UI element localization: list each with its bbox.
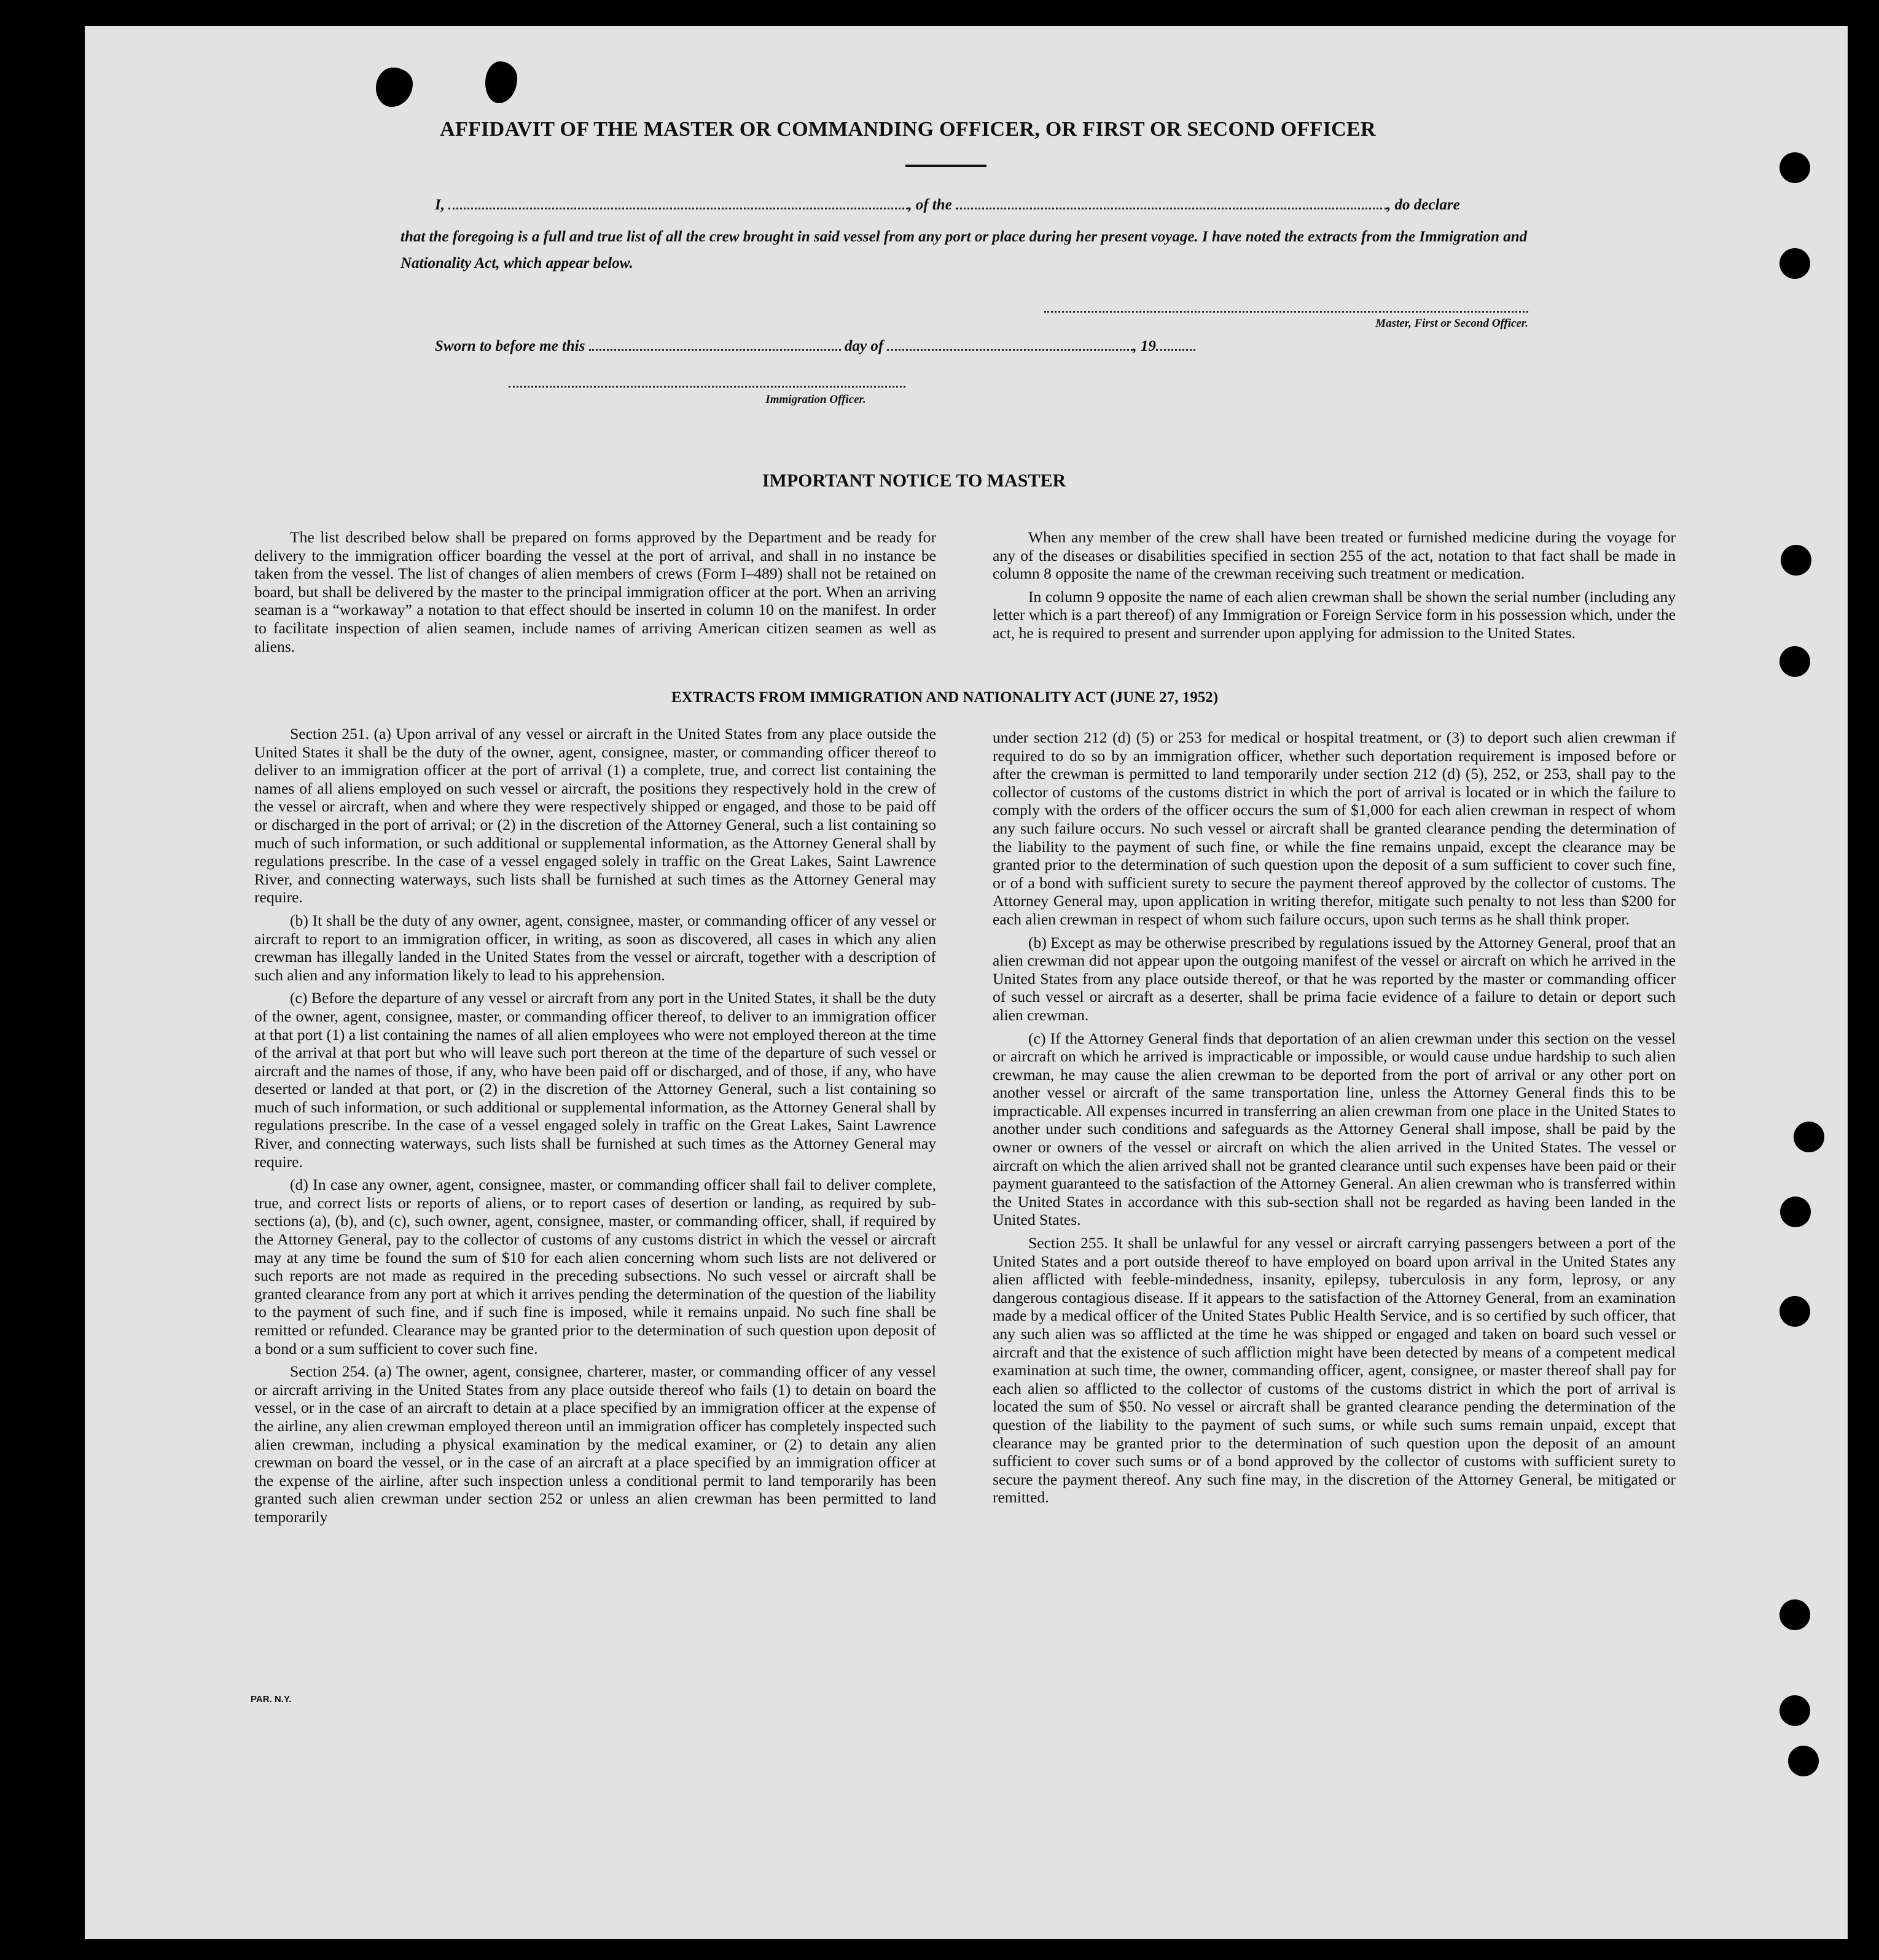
- punch-hole: [1779, 1599, 1810, 1630]
- section-254a-continued: under section 212 (d) (5) or 253 for medical or hospital treatment, or (3) to deport such alien crewman if required to do so by an immigration officer, whether such deportation requirement is imposed before or after the crewman is permitted to land temporarily under section 212 (d) (5), 252, or 253, shall pay to the collector of customs of the customs district in which the port of arrival is located or in which the failure to comply with the orders of the officer occurs the sum of $1,000 for each alien crewman in respect of whom any such failure occurs. No such vessel or aircraft shall be granted clearance pending the determination of the liability to the payment of such fine, or while the fine remains unpaid, except the clearance may be granted prior to the determination of such question upon the deposit of a sum sufficient to cover such fine, or of a bond with sufficient surety to secure the payment thereof approved by the collector of customs. The Attorney General may, upon application in writing therefor, mitigate such penalty to not less than $200 for each alien crewman in respect of whom such failure occurs, upon such terms as he shall think proper.: [993, 728, 1676, 928]
- extracts-title: EXTRACTS FROM IMMIGRATION AND NATIONALITY ACT (JUNE 27, 1952): [671, 689, 1219, 706]
- notice-title: IMPORTANT NOTICE TO MASTER: [762, 470, 1066, 491]
- declarant-prefix: I,: [435, 197, 445, 213]
- punch-hole: [1779, 1695, 1810, 1726]
- affidavit-title: AFFIDAVIT OF THE MASTER OR COMMANDING OFFICER, OR FIRST OR SECOND OFFICER: [440, 118, 1376, 141]
- of-the-label: , of the: [908, 197, 952, 213]
- extracts-right-column: [993, 728, 1676, 1512]
- punch-hole: [1779, 1296, 1810, 1327]
- sworn-month-field[interactable]: [887, 348, 1133, 351]
- vessel-name-field[interactable]: [956, 207, 1387, 209]
- declaration-line: [435, 197, 1460, 214]
- section-251d: (d) In case any owner, agent, consignee, master, or commanding officer shall fail to deliver complete, true, and correct lists or reports of aliens, or to report cases of desertion or landing, as required by sub-sections (a), (b), and (c), such owner, agent, consignee, master, or commanding officer, shall, if required by the Attorney General, pay to the collector of customs of any customs district in which the vessel or aircraft may at any time be found the sum of $10 for each alien concerning whom such lists are not delivered or such reports are not made as required in the preceding subsections. No such vessel or aircraft shall be granted clearance from any port at which it arrives pending the determination of the question of the liability to the payment of such fine, and if such fine is imposed, while it remains unpaid. No such fine shall be remitted or refunded. Clearance may be granted prior to the determination of such question upon deposit of a bond or a sum sufficient to cover such fine.: [254, 1176, 936, 1357]
- do-declare-label: , do declare: [1387, 197, 1460, 213]
- punch-hole: [1779, 248, 1810, 279]
- punch-hole: [1788, 1746, 1819, 1776]
- day-of-label: day of: [844, 338, 884, 354]
- title-rule: [905, 165, 986, 167]
- section-254b: (b) Except as may be otherwise prescribed by regulations issued by the Attorney General, proof that an alien crewman did not appear upon the outgoing manifest of the vessel or aircraft on which he arrived in the United States from any place outside thereof, or that he was reported by the master or commanding officer of such vessel or aircraft as a deserter, shall be prima facie evidence of a failure to detain or deport such alien crewman.: [993, 933, 1676, 1024]
- ink-blot: [485, 61, 517, 103]
- officer-signature-line[interactable]: [509, 386, 905, 388]
- document-page: [85, 26, 1848, 1939]
- section-251b: (b) It shall be the duty of any owner, agent, consignee, master, or commanding officer of any vessel or aircraft to report to an immigration officer, in writing, as soon as discovered, all cases in which any alien crewman has illegally landed in the United States from the vessel or aircraft, together with a description of such alien and any information likely to lead to his apprehension.: [254, 911, 936, 984]
- punch-hole: [1779, 646, 1810, 677]
- section-251a: Section 251. (a) Upon arrival of any vessel or aircraft in the United States from any place outside the United States it shall be the duty of the owner, agent, consignee, master, or commanding officer thereof to deliver to an immigration officer at the port of arrival (1) a complete, true, and correct list containing the names of all aliens employed on such vessel or aircraft, the positions they respectively hold in the crew of the vessel or aircraft, when and where they were respectively shipped or engaged, and those to be paid off or discharged in the port of arrival; or (2) in the discretion of the Attorney General, such a list containing so much of such information, or such additional or supplemental information, as the Attorney General shall by regulations prescribe. In the case of a vessel engaged solely in traffic on the Great Lakes, Saint Lawrence River, and connecting waterways, such lists shall be furnished at such times as the Attorney General may require.: [254, 725, 936, 907]
- master-signature-caption: Master, First or Second Officer.: [1375, 317, 1528, 330]
- punch-hole: [1794, 1122, 1824, 1152]
- section-254a: Section 254. (a) The owner, agent, consignee, charterer, master, or commanding officer of any vessel or aircraft arriving in the United States from any place outside thereof who fails (1) to detain on board the vessel, or in the case of an aircraft to detain at a place specified by an immigration officer at the expense of the airline, any alien crewman employed thereon until an immigration officer has completely inspected such alien crewman, including a physical examination by the medical examiner, or (2) to detain any alien crewman on board the vessel, or in the case of an aircraft at a place specified by an immigration officer at the expense of the airline, after such inspection unless a conditional permit to land temporarily has been granted such alien crewman under section 252 or unless an alien crewman has been permitted to land temporarily: [254, 1362, 936, 1526]
- sworn-prefix: Sworn to before me this: [435, 338, 585, 354]
- ink-blot: [376, 68, 413, 107]
- punch-hole: [1780, 1197, 1811, 1227]
- notice-right-column: [993, 528, 1676, 647]
- section-251c: (c) Before the departure of any vessel or aircraft from any port in the United States, it shall be the duty of the owner, agent, consignee, master, or commanding officer thereof, to deliver to an immigration officer at that port (1) a list containing the names of all alien employees who were not employed thereon at the time of the arrival at that port but who will leave such port thereon at the time of the departure of such vessel or aircraft and the names of those, if any, who have been paid off or discharged, and of those, if any, who have deserted or landed at that port, or (2) in the discretion of the Attorney General, such a list containing so much of such information, or such additional or supplemental information, as the Attorney General shall by regulations prescribe. In the case of a vessel engaged solely in traffic on the Great Lakes, Saint Lawrence River, and connecting waterways, such lists shall be furnished at such times as the Attorney General may require.: [254, 989, 936, 1171]
- sworn-day-field[interactable]: [589, 348, 841, 351]
- affidavit-body: that the foregoing is a full and true list of all the crew brought in said vessel from any port or place during her present voyage. I have noted the extracts from the Immigration and Nationality Act, which appear below.: [400, 228, 1528, 271]
- punch-hole: [1781, 545, 1811, 576]
- extracts-left-column: [254, 725, 936, 1531]
- notice-right-paragraph-2: In column 9 opposite the name of each alien crewman shall be shown the serial number (including any letter which is a part thereof) of any Immigration or Foreign Service form in his possession which, under the act, he is required to present and surrender upon applying for admission to the United States.: [993, 587, 1676, 642]
- section-255: Section 255. It shall be unlawful for any vessel or aircraft carrying passengers between a port of the United States and a port outside thereof to have employed on board upon arrival in the United States any alien afflicted with feeble-mindedness, insanity, epilepsy, tuberculosis in any form, leprosy, or any dangerous contagious disease. If it appears to the satisfaction of the Attorney General, from an examination made by a medical officer of the United States Public Health Service, and is so certified by such officer, that any such alien was so afflicted at the time he was shipped or engaged and taken on board such vessel or aircraft and that the existence of such affliction might have been detected by means of a competent medical examination at such time, the owner, commanding officer, agent, consignee, or master thereof shall pay for each alien so afflicted to the collector of customs of the customs district in which the port of arrival is located the sum of $50. No vessel or aircraft shall be granted clearance pending the determination of the question of the liability to the payment of such sums, or while such sums remain unpaid, except that clearance may be granted prior to the determination of such question upon the deposit of an amount sufficient to cover such sums or of a bond approved by the collector of customs with sufficient surety to secure the payment thereof. Any such fine may, in the discretion of the Attorney General, be mitigated or remitted.: [993, 1234, 1676, 1507]
- sworn-year-field[interactable]: [1156, 348, 1195, 351]
- notice-left-paragraph: The list described below shall be prepared on forms approved by the Department and be ready for delivery to the immigration officer boarding the vessel at the port of arrival, and shall in no instance be taken from the vessel. The list of changes of alien members of crews (Form I–489) shall not be retained on board, but shall be delivered by the master to the principal immigration officer at the port. When an arriving seaman is a “workaway” a notation to that effect should be inserted in column 10 on the manifest. In order to facilitate inspection of alien seamen, include names of arriving American citizen seamen as well as aliens.: [254, 528, 936, 655]
- section-254c: (c) If the Attorney General finds that deportation of an alien crewman under this section on the vessel or aircraft on which he arrived is impracticable or impossible, or would cause undue hardship to such alien crewman, he may cause the alien crewman to be deported from the port of arrival or any other port on another vessel or aircraft of the same transportation line, unless the Attorney General finds this to be impracticable. All expenses incurred in transferring an alien crewman from one place in the United States to another under such conditions and safeguards as the Attorney General shall impose, shall be paid by the owner or owners of the vessel or aircraft on which the alien arrived in the United States. The vessel or aircraft on which the alien arrived shall not be granted clearance until such expenses have been paid or their payment guaranteed to the satisfaction of the Attorney General. An alien crewman who is transferred within the United States in accordance with this sub-section shall not be regarded as having been landed in the United States.: [993, 1029, 1676, 1229]
- declarant-name-field[interactable]: [448, 207, 908, 209]
- year-label: , 19: [1133, 338, 1156, 354]
- printer-mark: PAR. N.Y.: [251, 1694, 292, 1704]
- master-signature-line[interactable]: [1044, 311, 1528, 313]
- sworn-line: [435, 338, 1195, 355]
- officer-signature-caption: Immigration Officer.: [765, 393, 866, 406]
- notice-right-paragraph-1: When any member of the crew shall have been treated or furnished medicine during the voyage for any of the diseases or disabilities specified in section 255 of the act, notation to that fact shall be made in column 8 opposite the name of the crewman receiving such treatment or medication.: [993, 528, 1676, 583]
- notice-left-column: [254, 528, 936, 660]
- punch-hole: [1779, 152, 1810, 183]
